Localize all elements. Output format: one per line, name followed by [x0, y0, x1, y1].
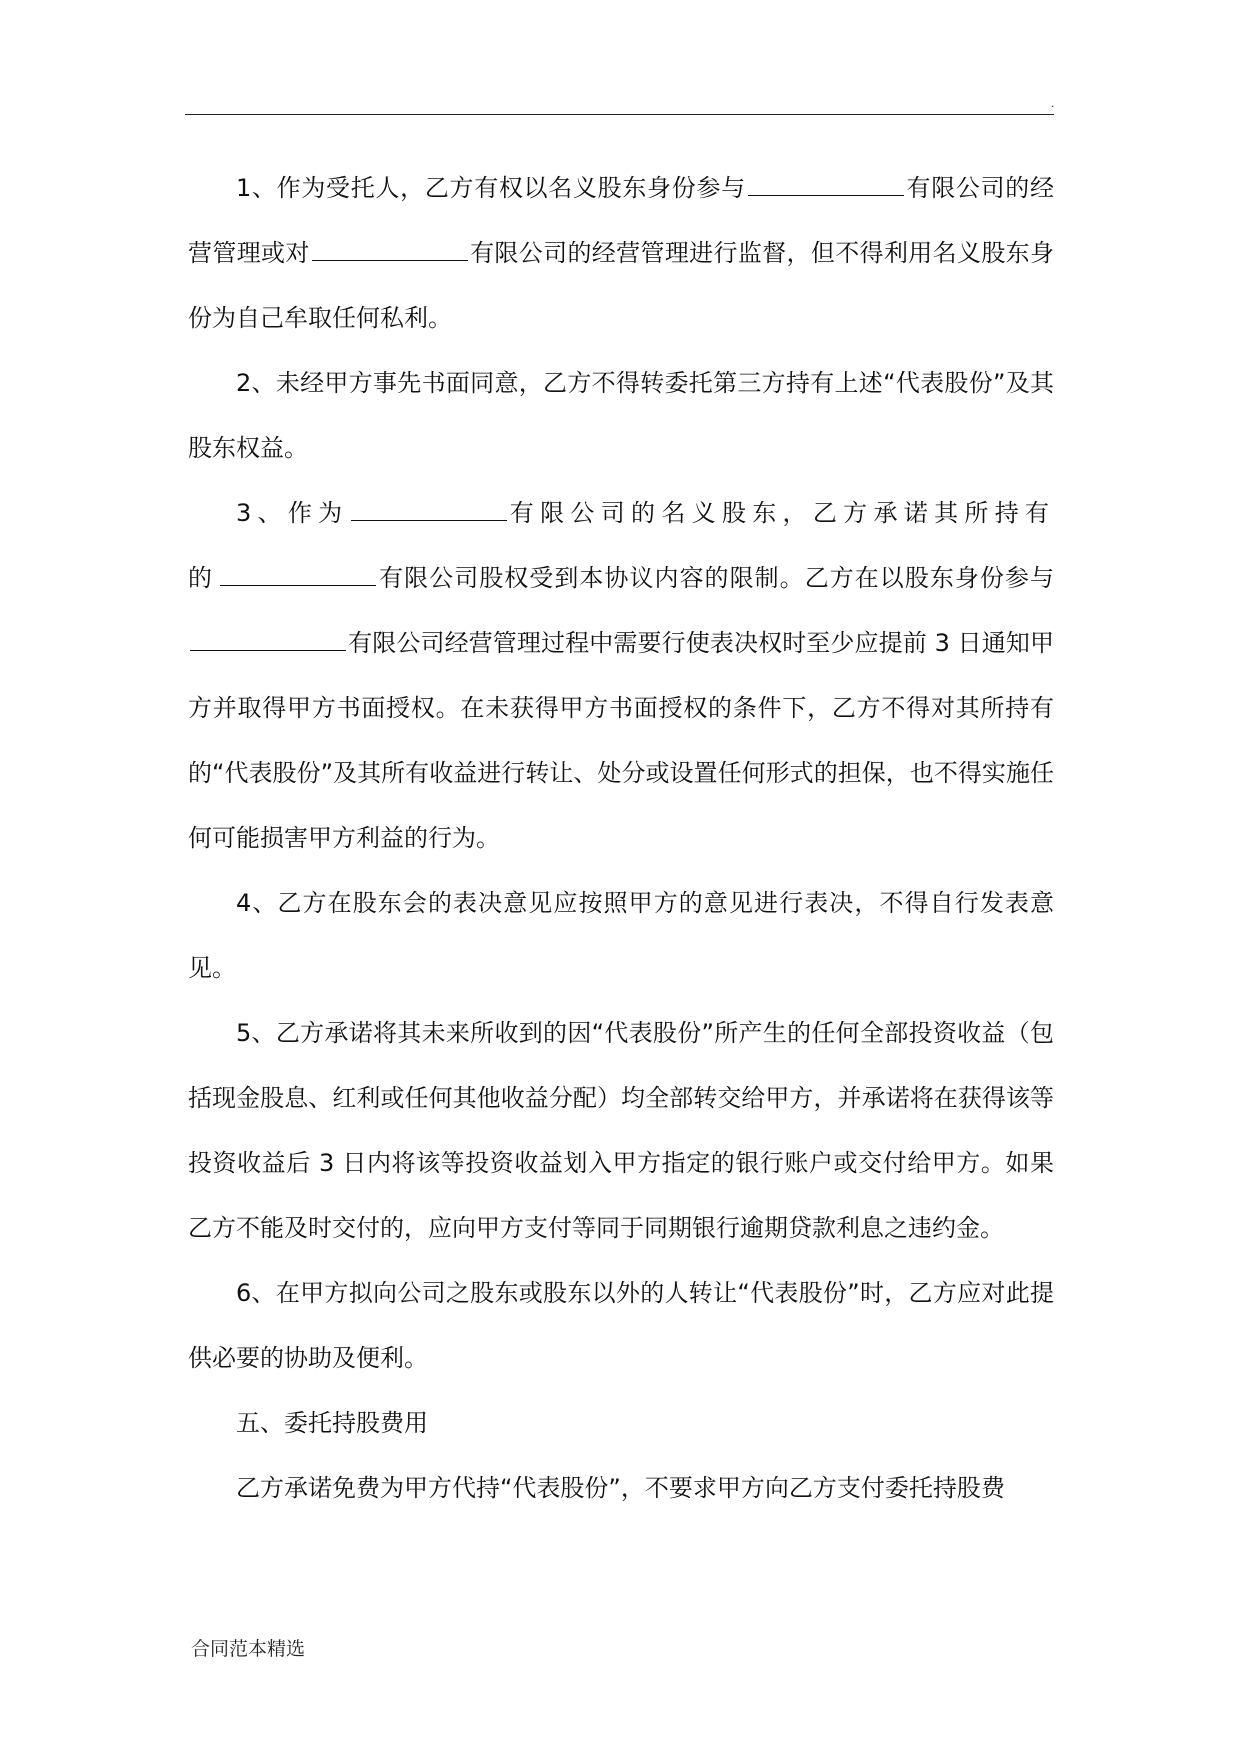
clause-1 — [188, 156, 1054, 351]
clause-3-text-c: 有限公司股权受到本协议内容的限制。乙方在以股东身份参与 — [378, 564, 1055, 592]
blank-line — [351, 490, 507, 521]
blank-line — [312, 230, 468, 261]
clause-1-text-c: 有限公司的经营管理进行监督，但不得利用名义股东身份为自己牟取任何私利。 — [188, 239, 1055, 332]
clause-4: 4、乙方在股东会的表决意见应按照甲方的意见进行表决，不得自行发表意见。 — [188, 889, 1054, 982]
blank-line — [748, 165, 904, 196]
header-divider — [185, 114, 1054, 115]
clause-3-text-a: 3、作为 — [236, 499, 349, 527]
clause-3-text-d: 有限公司经营管理过程中需要行使表决权时至少应提前 3 日通知甲方并取得甲方书面授权。在未获得甲方书面授权的条件下，乙方不得对其所持有的“代表股份”及其所有收益进行转让、处分或设置任何形式的担保，也不得实施任何可能损害甲方利益的行为。 — [188, 629, 1054, 852]
clause-3 — [188, 481, 1054, 871]
header-dot: . — [1051, 96, 1054, 110]
clause-3-text-b: 有限公司的名义股东，乙方承诺其所持有的 — [188, 499, 1054, 592]
blank-line — [220, 555, 376, 586]
clause-1-text-a: 1、作为受托人，乙方有权以名义股东身份参与 — [236, 174, 746, 202]
document-body — [188, 156, 1054, 1521]
section-5-heading: 五、委托持股费用 — [236, 1409, 428, 1437]
clause-1-text-b: 有限公司的经营管理或对 — [188, 174, 1054, 267]
clause-5: 5、乙方承诺将其未来所收到的因“代表股份”所产生的任何全部投资收益（包括现金股息、红利或任何其他收益分配）均全部转交给甲方，并承诺将在获得该等投资收益后 3 日内将该等投资收益划入甲方指定的银行账户或交付给甲方。如果乙方不能及时交付的，应向甲方支付等同于同期银行逾期贷款利息之违约金。 — [188, 1019, 1054, 1242]
blank-line — [190, 620, 346, 651]
clause-2: 2、未经甲方事先书面同意，乙方不得转委托第三方持有上述“代表股份”及其股东权益。 — [188, 369, 1054, 462]
clause-6: 6、在甲方拟向公司之股东或股东以外的人转让“代表股份”时，乙方应对此提供必要的协助及便利。 — [188, 1279, 1054, 1372]
footer-label: 合同范本精选 — [191, 1639, 306, 1660]
section-5-text: 乙方承诺免费为甲方代持“代表股份”，不要求甲方向乙方支付委托持股费 — [236, 1474, 1005, 1502]
